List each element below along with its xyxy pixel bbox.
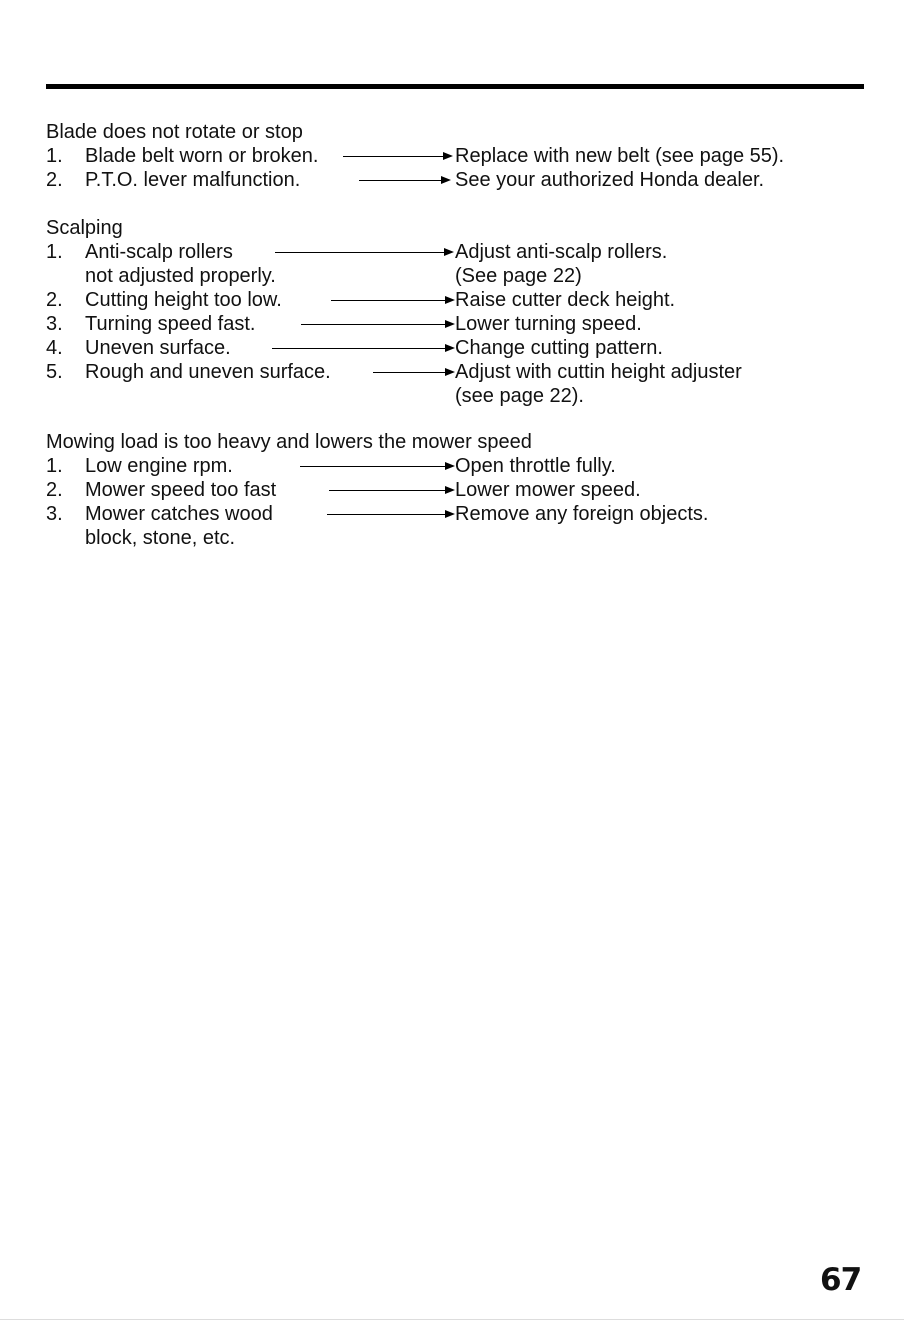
item-number: 2. — [46, 479, 63, 501]
cause-text: Cutting height too low. — [85, 289, 282, 311]
remedy-text: Lower turning speed. — [455, 313, 642, 335]
cause-text: Turning speed fast. — [85, 313, 256, 335]
page-number: 67 — [820, 1262, 862, 1298]
remedy-text: Adjust anti-scalp rollers. — [455, 241, 668, 263]
item-number: 3. — [46, 503, 63, 525]
remedy-text: Raise cutter deck height. — [455, 289, 676, 311]
arrow-icon — [301, 319, 455, 330]
cause-text: Mower speed too fast — [85, 479, 277, 501]
cause-text: Blade belt worn or broken. — [85, 145, 319, 167]
arrow-icon — [359, 175, 451, 186]
arrow-icon — [327, 509, 455, 520]
item-number: 2. — [46, 289, 63, 311]
remedy-continuation: (see page 22). — [455, 385, 584, 407]
remedy-continuation: (See page 22) — [455, 265, 582, 287]
remedy-text: Remove any foreign objects. — [455, 503, 709, 525]
section-heading: Scalping — [46, 217, 123, 239]
remedy-text: Open throttle fully. — [455, 455, 616, 477]
arrow-icon — [275, 247, 454, 258]
item-number: 1. — [46, 455, 63, 477]
remedy-text: Replace with new belt (see page 55). — [455, 145, 785, 167]
cause-text: Uneven surface. — [85, 337, 231, 359]
cause-text: P.T.O. lever malfunction. — [85, 169, 301, 191]
cause-text: Rough and uneven surface. — [85, 361, 331, 383]
cause-continuation: block, stone, etc. — [85, 527, 236, 549]
cause-continuation: not adjusted properly. — [85, 265, 276, 287]
arrow-icon — [331, 295, 455, 306]
remedy-text: Lower mower speed. — [455, 479, 641, 501]
cause-text: Mower catches wood — [85, 503, 273, 525]
bottom-edge — [0, 1319, 904, 1320]
arrow-icon — [272, 343, 455, 354]
arrow-icon — [300, 461, 455, 472]
item-number: 1. — [46, 145, 63, 167]
remedy-text: Adjust with cuttin height adjuster — [455, 361, 742, 383]
item-number: 3. — [46, 313, 63, 335]
arrow-icon — [373, 367, 455, 378]
remedy-text: Change cutting pattern. — [455, 337, 663, 359]
cause-text: Low engine rpm. — [85, 455, 233, 477]
cause-text: Anti-scalp rollers — [85, 241, 233, 263]
arrow-icon — [343, 151, 453, 162]
item-number: 4. — [46, 337, 63, 359]
top-rule — [46, 84, 864, 89]
arrow-icon — [329, 485, 455, 496]
item-number: 5. — [46, 361, 63, 383]
remedy-text: See your authorized Honda dealer. — [455, 169, 765, 191]
item-number: 2. — [46, 169, 63, 191]
section-heading: Mowing load is too heavy and lowers the mower speed — [46, 431, 532, 453]
item-number: 1. — [46, 241, 63, 263]
section-heading: Blade does not rotate or stop — [46, 121, 303, 143]
